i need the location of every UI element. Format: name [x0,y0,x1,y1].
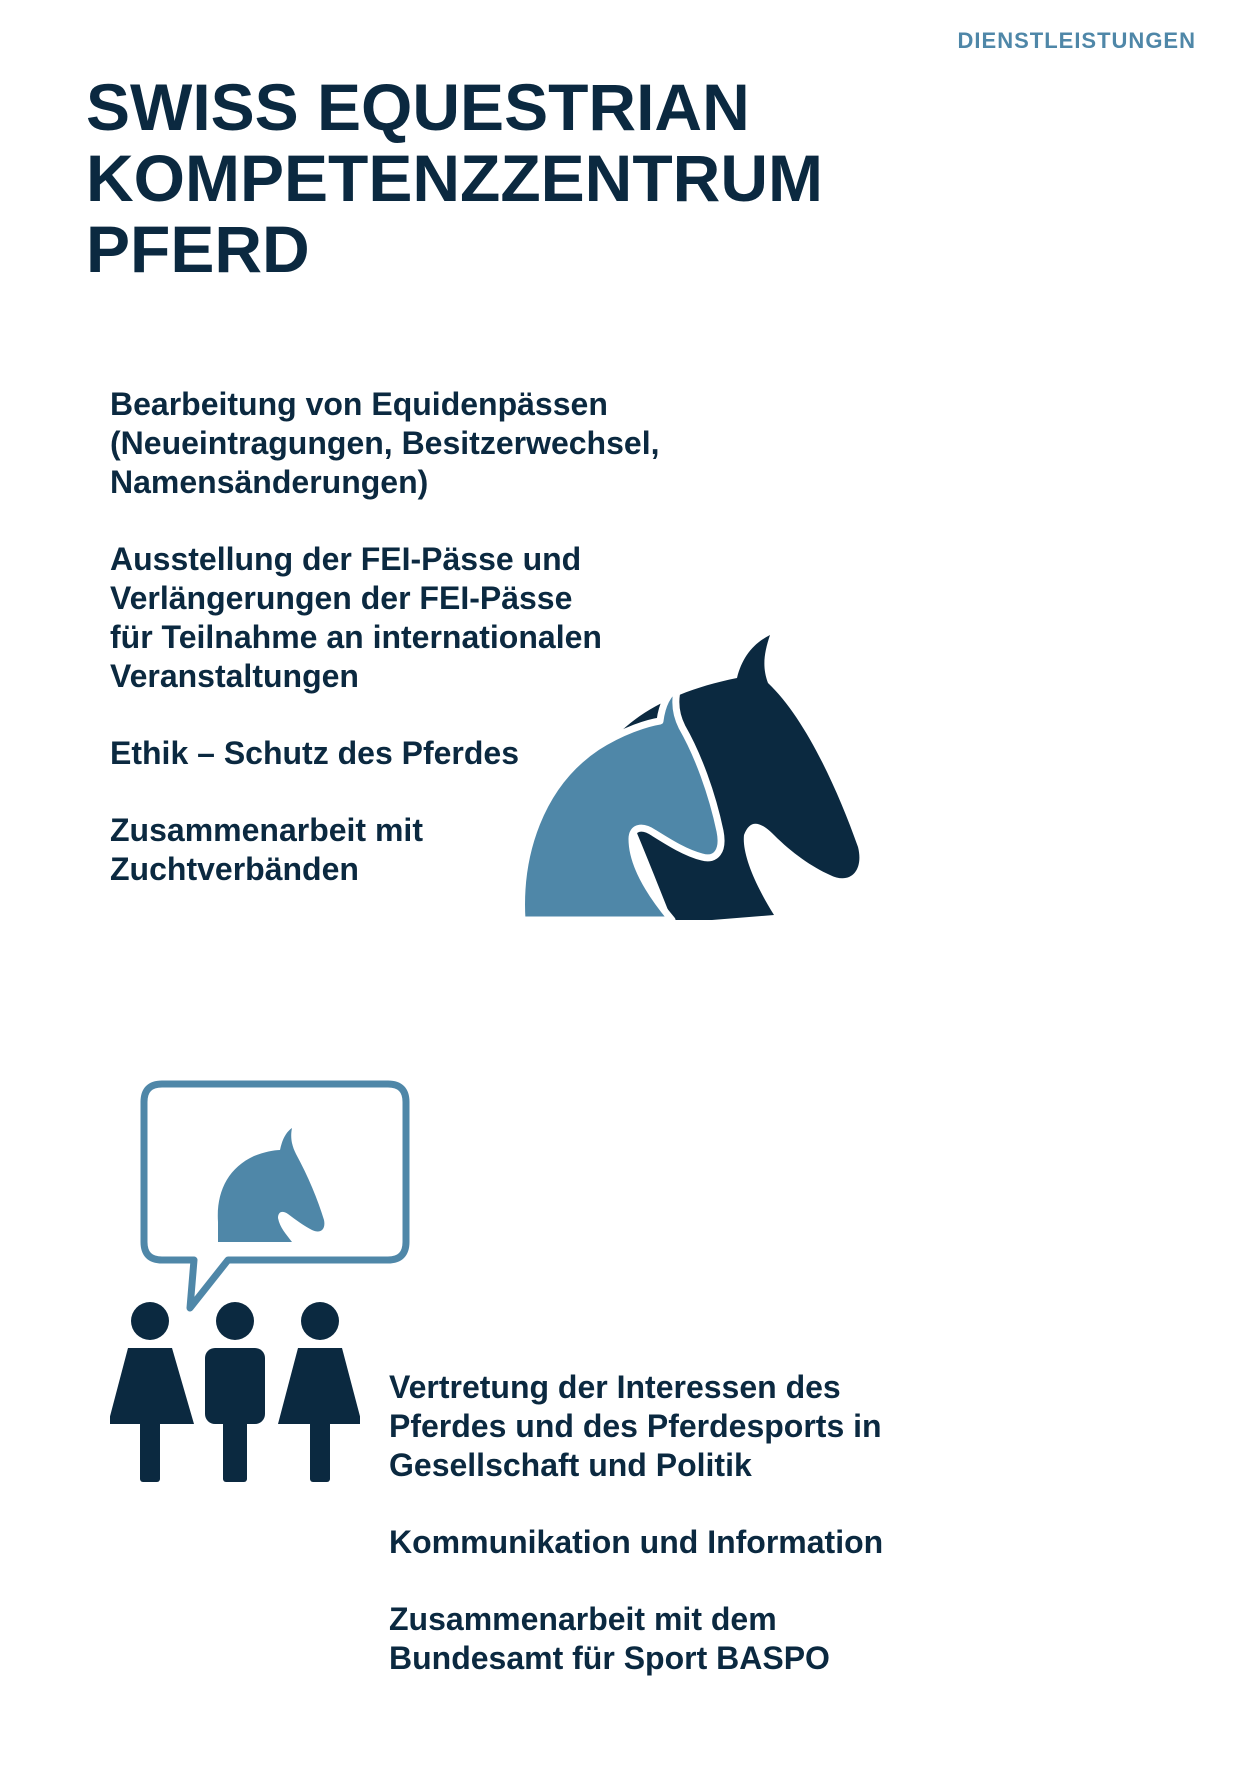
page-title [86,72,823,285]
service-item-line: Kommunikation und Information [389,1524,884,1560]
service-item-line: Zusammenarbeit mit dem [389,1601,777,1637]
person-dress-icon [278,1302,360,1482]
service-item-line: Vertretung der Interessen des [389,1369,841,1405]
section-label: DIENSTLEISTUNGEN [957,28,1196,53]
service-item-line: Bearbeitung von Equidenpässen [110,386,608,422]
service-item-line: (Neueintragungen, Besitzerwechsel, [110,425,660,461]
person-icon [205,1302,265,1482]
service-item-equidenpaesse [110,385,659,502]
service-item-kommunikation [389,1523,883,1562]
page-title-line: KOMPETENZZENTRUM [86,141,823,215]
two-horse-heads-icon [522,635,874,920]
services-list-bottom [389,1368,883,1716]
service-item-line: Veranstaltungen [110,658,359,694]
speech-bubble-horse-icon [140,1080,410,1320]
service-item-line: Ethik – Schutz des Pferdes [110,735,520,771]
service-item-line: Namensänderungen) [110,464,429,500]
service-item-line: Gesellschaft und Politik [389,1447,752,1483]
service-item-line: Ausstellung der FEI-Pässe und [110,541,582,577]
three-people-icon [110,1302,360,1484]
service-item-line: für Teilnahme an internationalen [110,619,602,655]
service-item-line: Verlängerungen der FEI-Pässe [110,580,573,616]
service-item-line: Zusammenarbeit mit [110,812,423,848]
person-dress-icon [110,1302,194,1482]
service-item-line: Zuchtverbänden [110,851,359,887]
page-title-line: PFERD [86,212,310,286]
service-item-interessen [389,1368,883,1485]
page-title-line: SWISS EQUESTRIAN [86,70,750,144]
service-item-baspo [389,1600,883,1678]
service-item-line: Pferdes und des Pferdesports in [389,1408,882,1444]
service-item-line: Bundesamt für Sport BASPO [389,1640,830,1676]
